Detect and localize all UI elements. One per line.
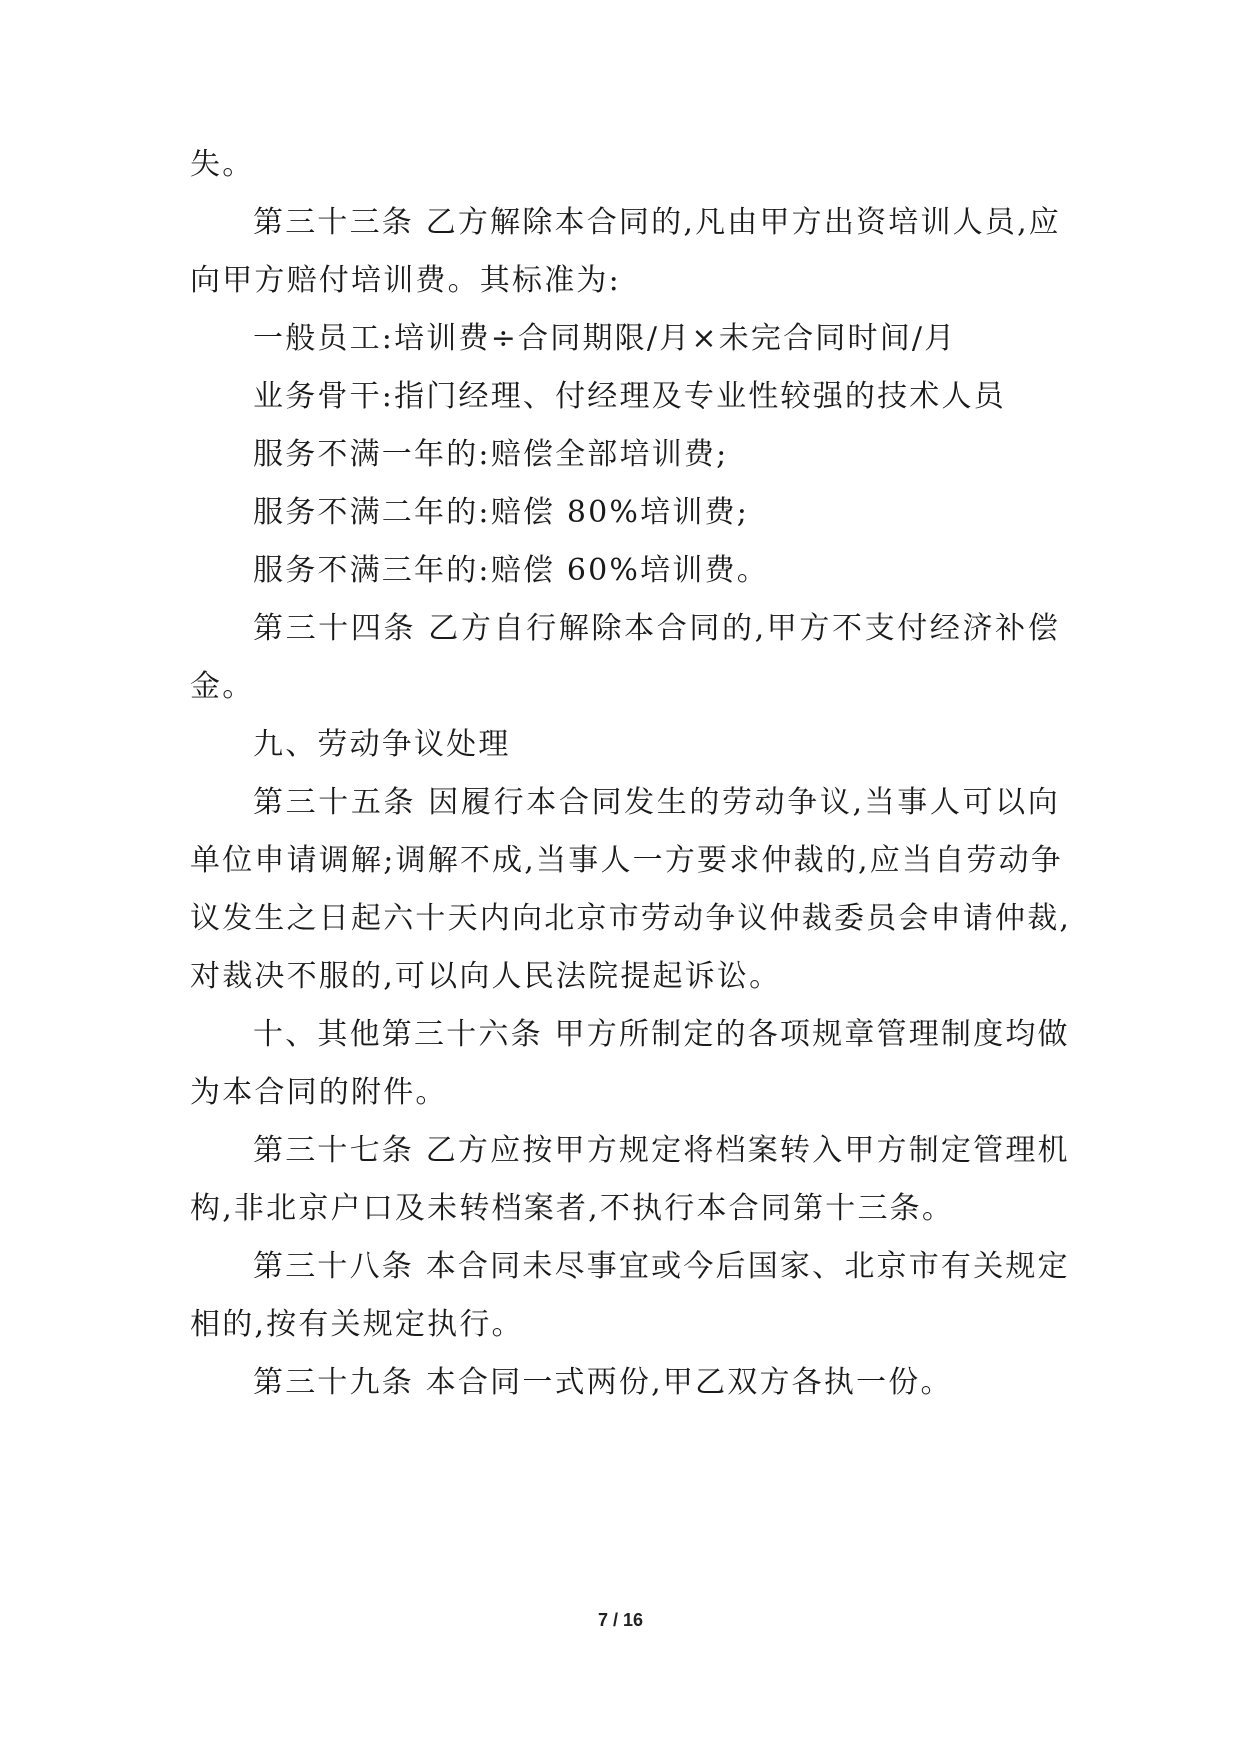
text-line: 第三十七条 乙方应按甲方规定将档案转入甲方制定管理机 bbox=[253, 1133, 1070, 1168]
text-line: 第三十四条 乙方自行解除本合同的,甲方不支付经济补偿 bbox=[253, 611, 1060, 646]
text-line: 一般员工:培训费÷合同期限/月×未完合同时间/月 bbox=[253, 321, 957, 356]
text-line: 第三十三条 乙方解除本合同的,凡由甲方出资培训人员,应 bbox=[253, 205, 1062, 240]
text-line: 议发生之日起六十天内向北京市劳动争议仲裁委员会申请仲裁, bbox=[190, 901, 1072, 936]
text-line: 单位申请调解;调解不成,当事人一方要求仲裁的,应当自劳动争 bbox=[190, 843, 1063, 878]
text-line: 相的,按有关规定执行。 bbox=[190, 1307, 524, 1342]
text-line: 十、其他第三十六条 甲方所制定的各项规章管理制度均做 bbox=[253, 1017, 1070, 1052]
text-line: 业务骨干:指门经理、付经理及专业性较强的技术人员 bbox=[253, 379, 1006, 414]
text-line: 第三十五条 因履行本合同发生的劳动争议,当事人可以向 bbox=[253, 785, 1060, 820]
text-line: 服务不满二年的:赔偿 80%培训费; bbox=[253, 495, 750, 530]
section-heading: 九、劳动争议处理 bbox=[253, 727, 511, 762]
page-number: 7 / 16 bbox=[597, 1610, 644, 1630]
text-line: 对裁决不服的,可以向人民法院提起诉讼。 bbox=[190, 959, 782, 994]
text-line: 服务不满一年的:赔偿全部培训费; bbox=[253, 437, 729, 472]
text-line: 为本合同的附件。 bbox=[190, 1075, 448, 1110]
text-line: 构,非北京户口及未转档案者,不执行本合同第十三条。 bbox=[190, 1191, 955, 1226]
text-line: 第三十八条 本合同未尽事宜或今后国家、北京市有关规定 bbox=[253, 1249, 1070, 1284]
text-line: 服务不满三年的:赔偿 60%培训费。 bbox=[253, 553, 769, 588]
text-line: 金。 bbox=[190, 669, 255, 704]
text-line: 向甲方赔付培训费。其标准为: bbox=[190, 263, 621, 298]
text-line: 第三十九条 本合同一式两份,甲乙双方各执一份。 bbox=[253, 1365, 953, 1400]
text-line: 失。 bbox=[190, 147, 255, 182]
